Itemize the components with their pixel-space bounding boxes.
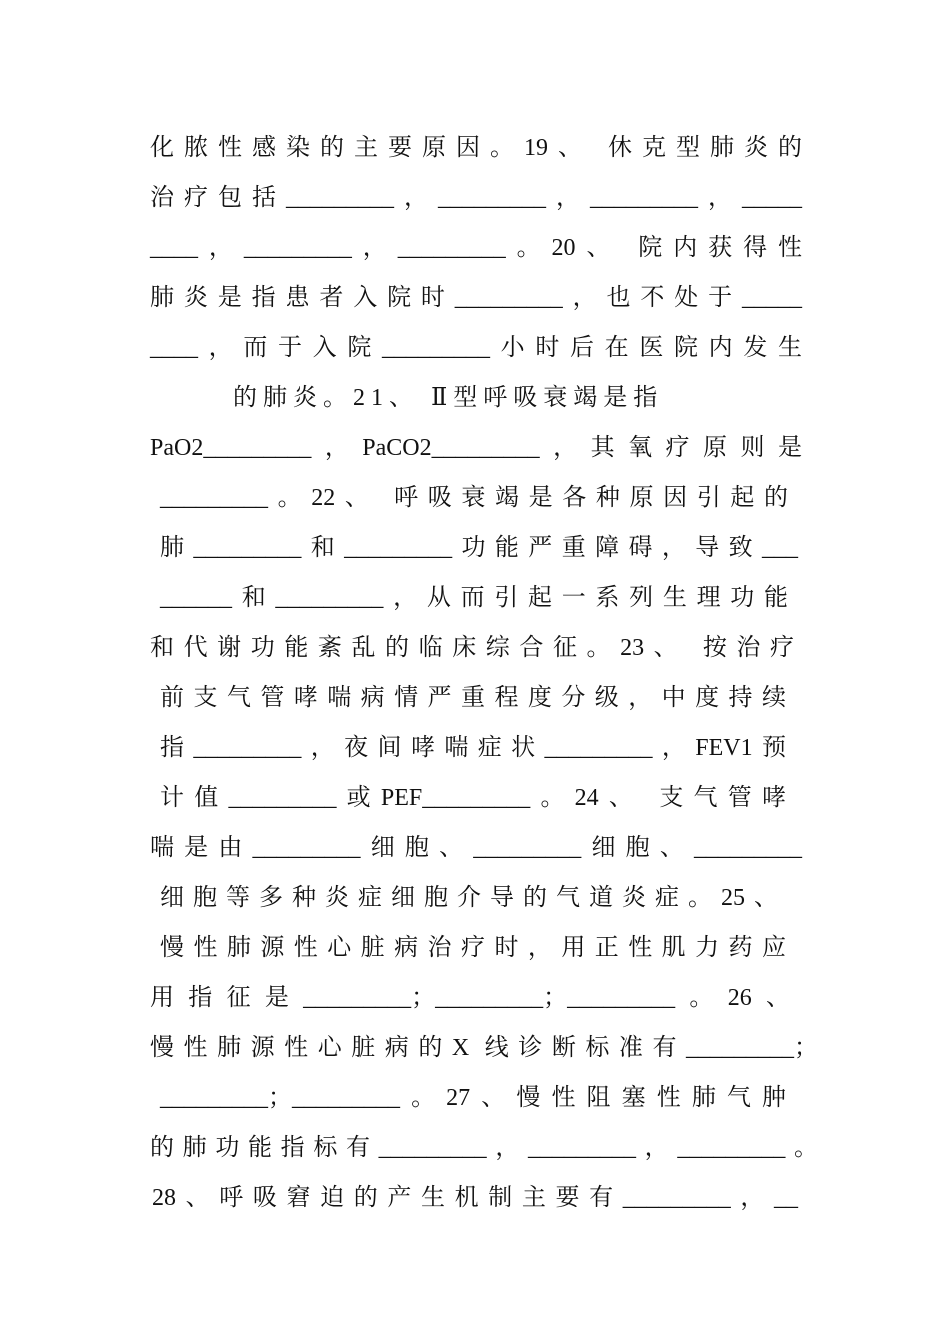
text-line-22: 28、呼吸窘迫的产生机制主要有_________，__ (152, 1185, 798, 1211)
text-line-1: 化脓性感染的主要原因。19、 休克型肺炎的 (150, 135, 802, 161)
text-line-5: ____，而于入院_________小时后在医院内发生 (150, 335, 802, 361)
text-line-6: 的肺炎。21、 Ⅱ型呼吸衰竭是指 (233, 385, 664, 411)
text-line-13: 指_________，夜间哮喘症状_________，FEV1预 (160, 735, 786, 761)
text-line-3: ____，_________，_________。20、 院内获得性 (150, 235, 802, 261)
text-line-10: ______和_________，从而引起一系列生理功能 (160, 585, 788, 611)
text-line-15: 喘是由_________细胞、_________细胞、_________ (150, 835, 802, 861)
text-line-4: 肺炎是指患者入院时_________，也不处于_____ (150, 285, 802, 311)
text-line-9: 肺_________和_________功能严重障碍，导致___ (160, 535, 798, 561)
text-line-7: PaO2_________，PaCO2_________，其氧疗原则是 (150, 435, 802, 461)
text-line-14: 计值_________或PEF_________。24、 支气管哮 (160, 785, 786, 811)
text-line-2: 治疗包括_________，_________，_________，_____ (150, 185, 802, 211)
text-line-11: 和代谢功能紊乱的临床综合征。23、 按治疗 (150, 635, 794, 661)
text-line-8: _________。22、 呼吸衰竭是各种原因引起的 (160, 485, 788, 511)
text-line-17: 慢性肺源性心脏病治疗时，用正性肌力药应 (160, 935, 786, 961)
text-line-18: 用指征是_________；_________；_________。26、 (150, 985, 790, 1011)
text-line-19: 慢性肺源性心脏病的X 线诊断标准有_________； (150, 1035, 818, 1061)
text-line-20: _________；_________。27、慢性阻塞性肺气肿 (160, 1085, 786, 1111)
text-line-12: 前支气管哮喘病情严重程度分级，中度持续 (160, 685, 786, 711)
text-line-16: 细胞等多种炎症细胞介导的气道炎症。25、 (160, 885, 778, 911)
text-line-21: 的肺功能指标有_________，_________，_________。 (150, 1135, 818, 1161)
